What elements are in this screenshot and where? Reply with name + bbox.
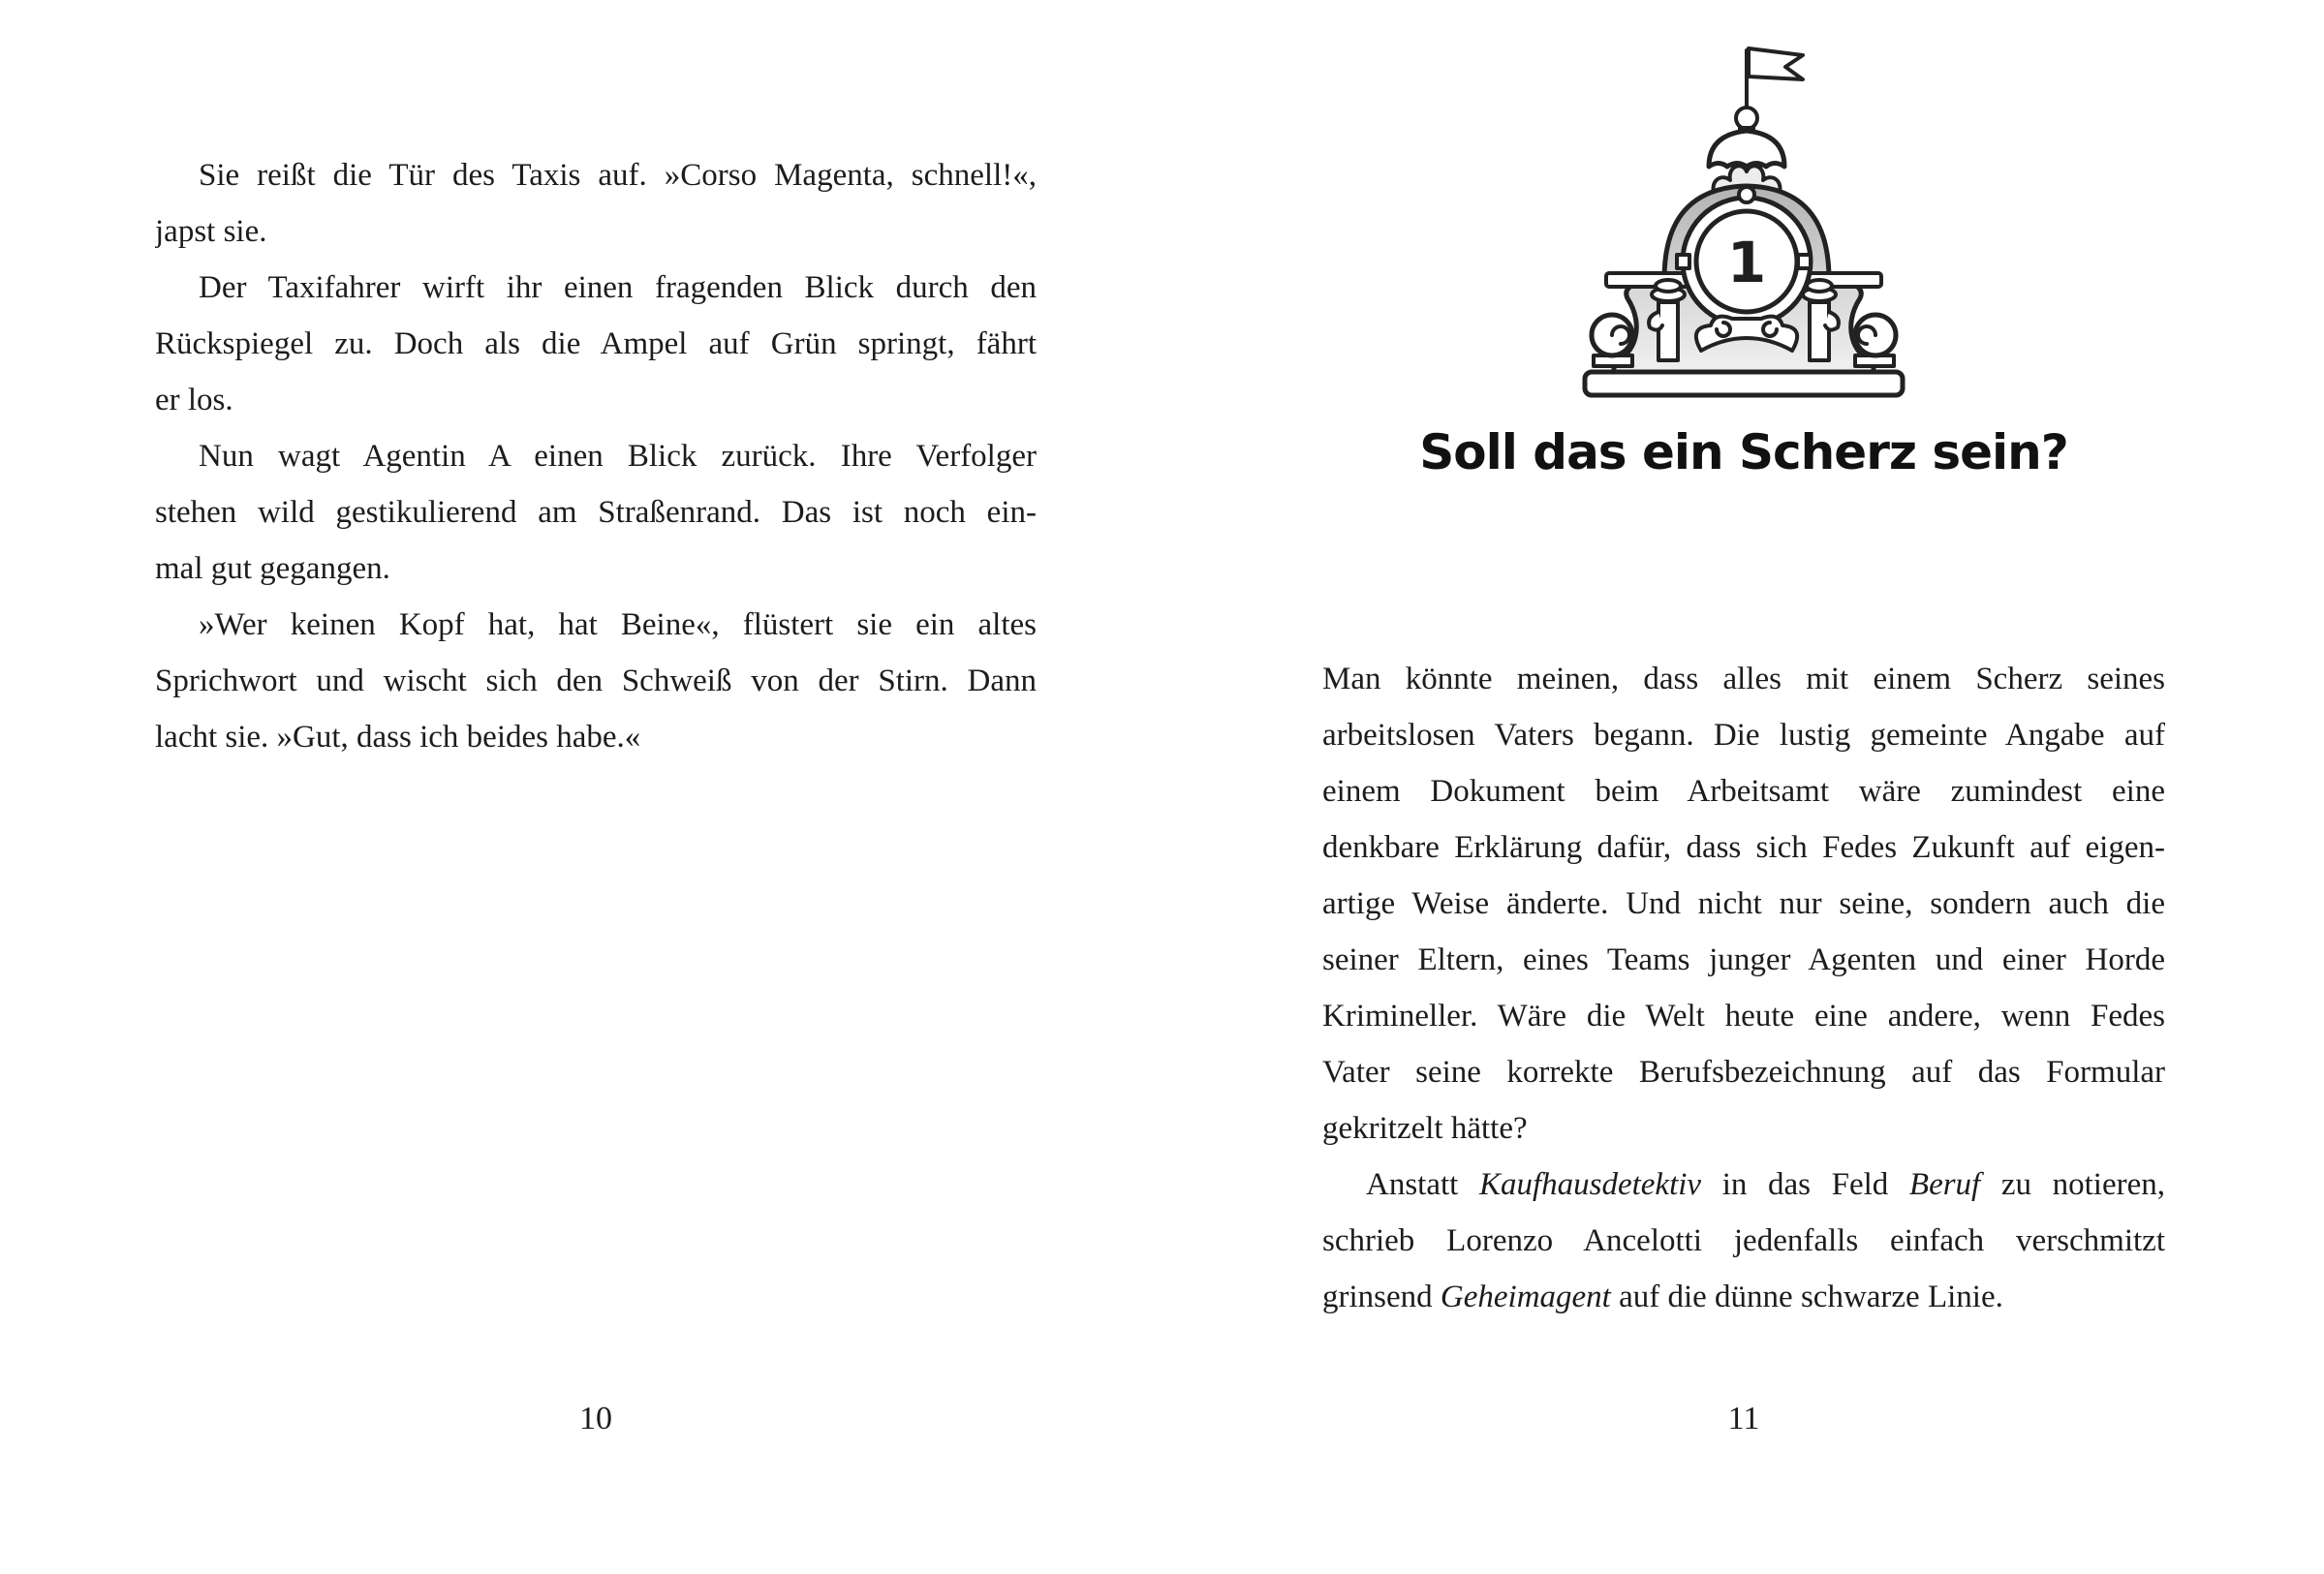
text-line (155, 540, 1037, 597)
left-page-text (155, 147, 1037, 765)
italic-text-segment: Beruf (1908, 1167, 1981, 1202)
text-line (1322, 932, 2165, 988)
text-line (1322, 1213, 2165, 1269)
chapter-ornament-illustration (1322, 37, 2165, 410)
text-line (1322, 1044, 2165, 1100)
volute-right-icon (1855, 315, 1896, 366)
page-number-right: 11 (1727, 1401, 1760, 1436)
text-line (1322, 1100, 2165, 1157)
text-segment: zu notieren, (1980, 1167, 2165, 1202)
text-segment: auf die dünne schwarze Linie. (1610, 1280, 2003, 1314)
volute-left-icon (1592, 315, 1632, 366)
text-segment: gekritzelt hätte? (1322, 1111, 1528, 1146)
text-segment: grinsend (1322, 1280, 1441, 1314)
right-page-text (1322, 651, 2165, 1325)
text-segment: seiner Eltern, eines Teams junger Agenten und einer Horde (1322, 942, 2165, 977)
text-line (1322, 876, 2165, 932)
text-segment: lacht sie. »Gut, dass ich beides habe.« (155, 720, 641, 755)
flag-icon (1747, 48, 1803, 108)
text-segment: »Wer keinen Kopf hat, hat Beine«, flüstert sie ein altes (199, 607, 1037, 642)
text-segment: Sprichwort und wischt sich den Schweiß von der Stirn. Dann (155, 664, 1037, 698)
text-segment: denkbare Erklärung dafür, dass sich Fedes Zukunft auf eigen- (1322, 830, 2165, 865)
text-line (155, 260, 1037, 316)
text-line (155, 709, 1037, 765)
text-line (155, 147, 1037, 203)
text-line (155, 428, 1037, 484)
text-segment: schrieb Lorenzo Ancelotti jedenfalls einfach verschmitzt (1322, 1223, 2165, 1258)
text-line (155, 484, 1037, 540)
page-number-left: 10 (579, 1401, 612, 1436)
text-segment: artige Weise änderte. Und nicht nur seine, sondern auch die (1322, 886, 2165, 921)
text-segment: Sie reißt die Tür des Taxis auf. »Corso Magenta, schnell!«, (199, 158, 1037, 193)
text-segment: einem Dokument beim Arbeitsamt wäre zumindest eine (1322, 774, 2165, 809)
text-segment: Man könnte meinen, dass alles mit einem Scherz seines (1322, 662, 2165, 696)
text-segment: in das Feld (1701, 1167, 1909, 1202)
text-segment: Rückspiegel zu. Doch als die Ampel auf Grün springt, fährt (155, 326, 1037, 361)
text-line (1322, 763, 2165, 819)
text-line (1322, 819, 2165, 876)
archway-ornament-icon (1569, 37, 1918, 405)
text-line (155, 316, 1037, 372)
text-line (155, 597, 1037, 653)
text-segment: Krimineller. Wäre die Welt heute eine andere, wenn Fedes (1322, 999, 2165, 1034)
text-line (1322, 651, 2165, 707)
italic-text-segment: Geheimagent (1440, 1280, 1611, 1314)
base-plinth (1585, 372, 1903, 395)
text-segment: japst sie. (155, 214, 267, 249)
text-segment: Vater seine korrekte Berufsbezeichnung auf das Formular (1322, 1055, 2165, 1090)
text-line (155, 203, 1037, 260)
text-line (155, 653, 1037, 709)
text-line (1322, 1269, 2165, 1325)
text-segment: arbeitslosen Vaters begann. Die lustig gemeinte Angabe auf (1322, 718, 2165, 753)
chapter-number: 1 (1726, 230, 1767, 295)
italic-text-segment: Kaufhausdetektiv (1478, 1167, 1702, 1202)
text-segment: stehen wild gestikulierend am Straßenrand. Das ist noch ein- (155, 495, 1037, 530)
text-segment: er los. (155, 383, 233, 417)
text-segment: mal gut gegangen. (155, 551, 390, 586)
text-line (1322, 1157, 2165, 1213)
text-line (1322, 707, 2165, 763)
chapter-title: Soll das ein Scherz sein? (1419, 424, 2068, 480)
text-segment: Nun wagt Agentin A einen Blick zurück. Ihre Verfolger (199, 439, 1037, 474)
text-segment: Anstatt (1366, 1167, 1479, 1202)
text-line (155, 372, 1037, 428)
text-line (1322, 988, 2165, 1044)
text-segment: Der Taxifahrer wirft ihr einen fragenden Blick durch den (199, 270, 1037, 305)
